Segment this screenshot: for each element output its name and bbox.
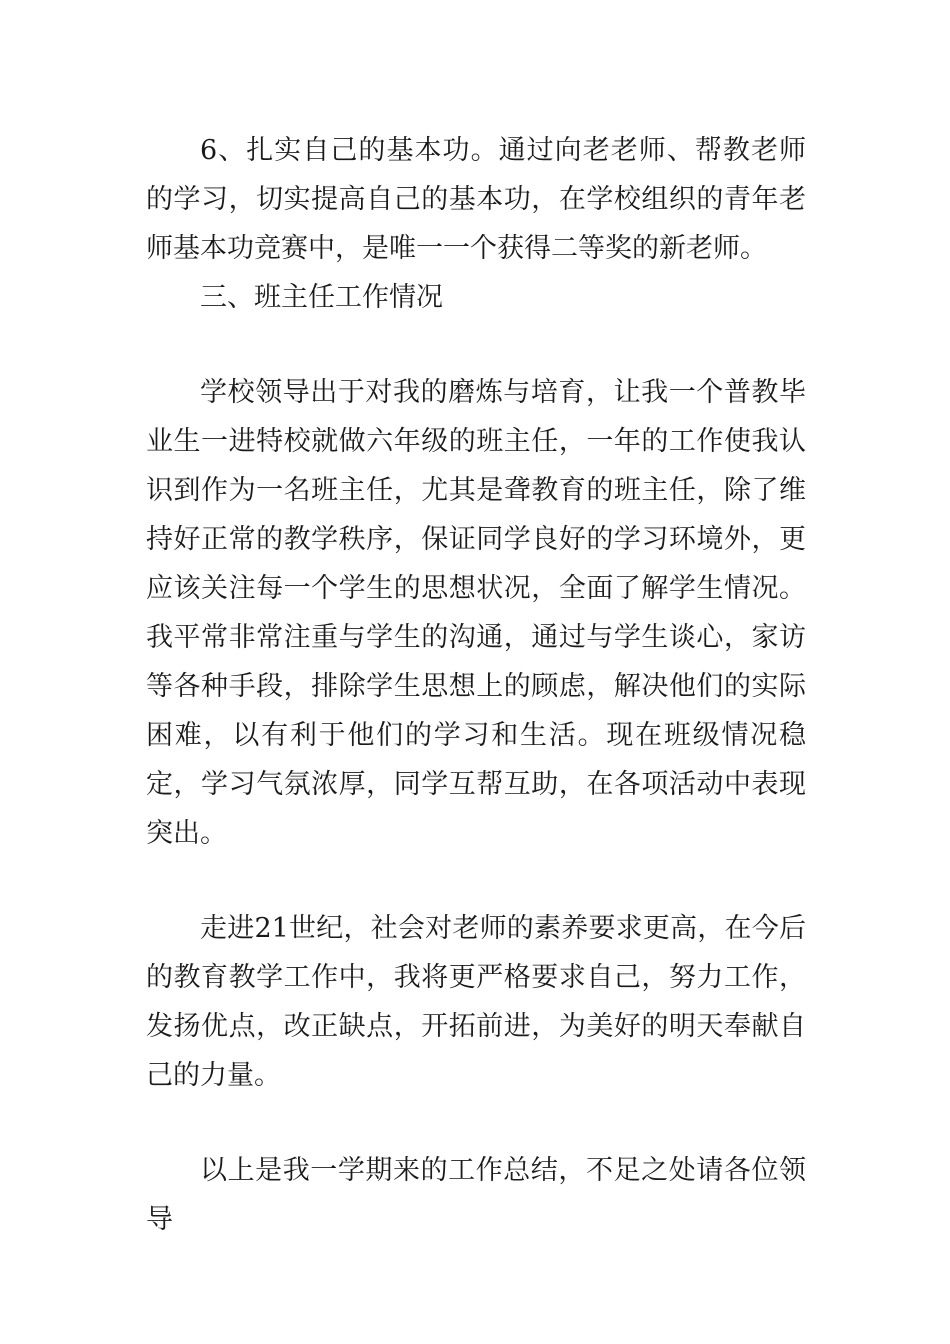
paragraph-future-outlook: 走进21世纪，社会对老师的素养要求更高，在今后的教育教学工作中，我将更严格要求自己，努力工作，发扬优点，改正缺点，开拓前进，为美好的明天奉献自己的力量。	[146, 913, 806, 1091]
paragraph-basic-skills: 6、扎实自己的基本功。通过向老老师、帮教老师的学习，切实提高自己的基本功，在学校组织的青年老师基本功竞赛中，是唯一一个获得二等奖的新老师。	[146, 135, 806, 264]
document-body	[146, 126, 806, 1244]
paragraph-closing: 以上是我一学期来的工作总结，不足之处请各位领导	[146, 1155, 806, 1235]
section-heading-class-teacher: 三、班主任工作情况	[200, 282, 443, 313]
paragraph-class-teacher-work: 学校领导出于对我的磨炼与培育，让我一个普教毕业生一进特校就做六年级的班主任，一年的工作使我认识到作为一名班主任，尤其是聋教育的班主任，除了维持好正常的教学秩序，保证同学良好的学习环境外，更应该关注每一个学生的思想状况，全面了解学生情况。我平常非常注重与学生的沟通，通过与学生谈心，家访等各种手段，排除学生思想上的顾虑，解决他们的实际困难，以有利于他们的学习和生活。现在班级情况稳定，学习气氛浓厚，同学互帮互助，在各项活动中表现突出。	[146, 377, 806, 849]
